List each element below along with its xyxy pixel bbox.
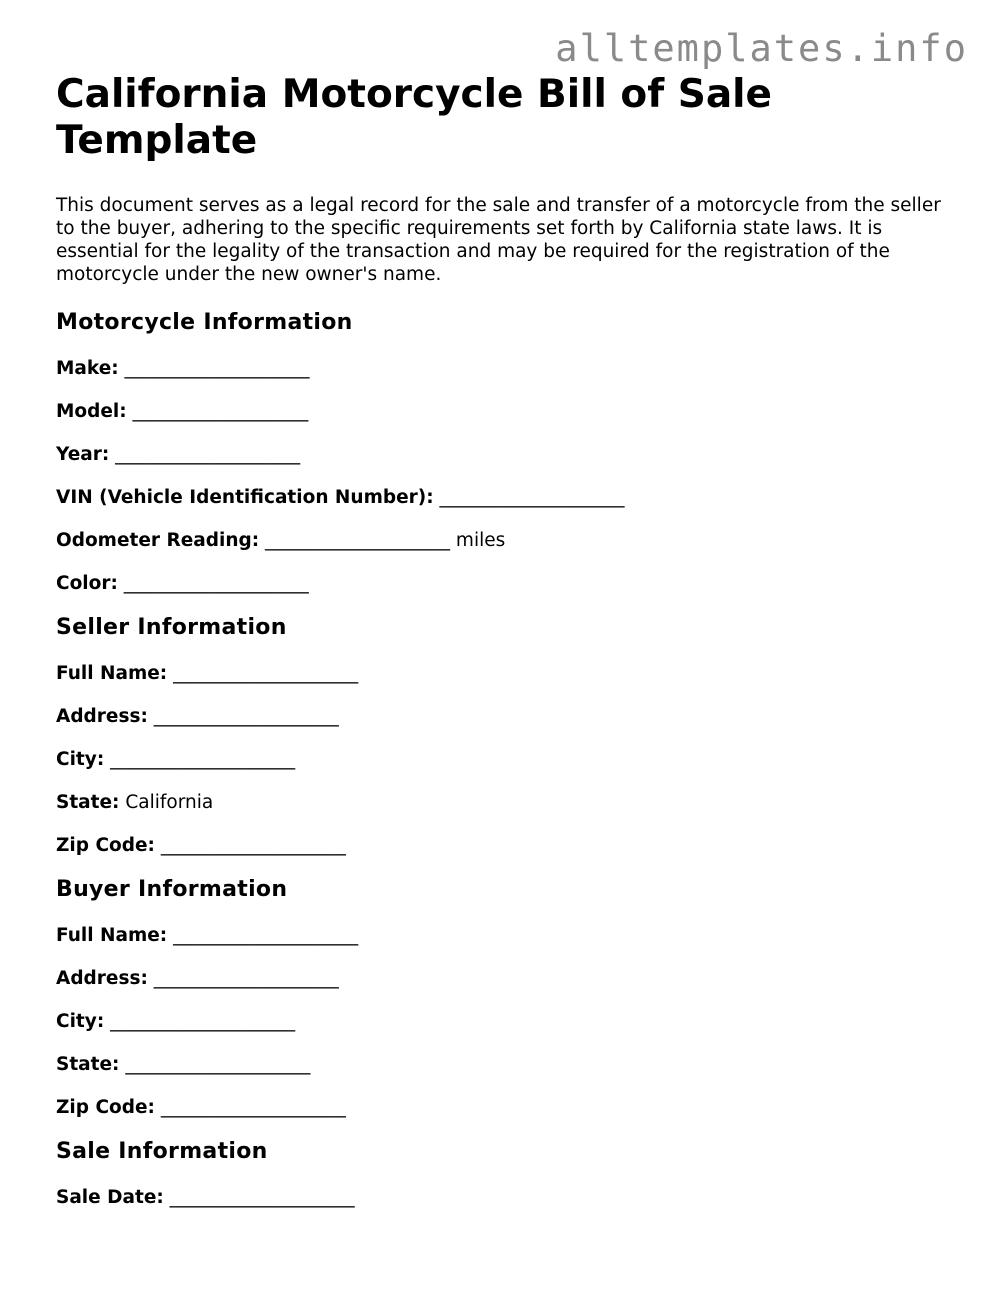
seller-zip-field: [56, 834, 946, 858]
seller-address-blank[interactable]: ____________________: [153, 706, 339, 727]
vin-field: [56, 486, 946, 510]
motorcycle-heading: Motorcycle Information: [56, 310, 353, 335]
year-blank[interactable]: ____________________: [115, 444, 301, 465]
seller-name-label: Full Name:: [56, 663, 168, 684]
seller-name-field: [56, 662, 946, 686]
odometer-blank[interactable]: ____________________: [265, 530, 451, 551]
color-blank[interactable]: ____________________: [123, 573, 309, 594]
odometer-field: [56, 529, 946, 553]
sale-date-field: [56, 1186, 946, 1210]
intro-paragraph: This document serves as a legal record for the sale and transfer of a motorcycle from the seller to the buyer, adhering to the specific requirements set forth by California state laws. It is essential for the legality of the transaction and may be required for the registration of the motorcycle under the new owner's name.: [56, 195, 941, 285]
seller-name-blank[interactable]: ____________________: [173, 663, 359, 684]
vin-blank[interactable]: ____________________: [439, 487, 625, 508]
buyer-address-blank[interactable]: ____________________: [153, 968, 339, 989]
buyer-zip-field: [56, 1096, 946, 1120]
sale-heading: Sale Information: [56, 1139, 268, 1164]
color-field: [56, 572, 946, 596]
seller-city-label: City:: [56, 749, 105, 770]
buyer-heading: Buyer Information: [56, 877, 288, 902]
buyer-address-field: [56, 967, 946, 991]
buyer-state-blank[interactable]: ____________________: [125, 1054, 311, 1075]
seller-state-value: California: [125, 792, 214, 813]
buyer-state-label: State:: [56, 1054, 120, 1075]
buyer-zip-blank[interactable]: ____________________: [160, 1097, 346, 1118]
vin-label: VIN (Vehicle Identification Number):: [56, 487, 434, 508]
make-blank[interactable]: ____________________: [124, 358, 310, 379]
sale-date-blank[interactable]: ____________________: [169, 1187, 355, 1208]
seller-heading: Seller Information: [56, 615, 287, 640]
buyer-city-label: City:: [56, 1011, 105, 1032]
buyer-zip-label: Zip Code:: [56, 1097, 155, 1118]
seller-city-blank[interactable]: ____________________: [110, 749, 296, 770]
make-label: Make:: [56, 358, 119, 379]
odometer-label: Odometer Reading:: [56, 530, 260, 551]
seller-address-field: [56, 705, 946, 729]
sale-section: [56, 1139, 946, 1210]
motorcycle-section: [56, 310, 946, 596]
seller-zip-label: Zip Code:: [56, 835, 155, 856]
year-field: [56, 443, 946, 467]
make-field: [56, 357, 946, 381]
document-page: [56, 72, 946, 1210]
model-field: [56, 400, 946, 424]
watermark: alltemplates.info: [555, 27, 968, 70]
model-label: Model:: [56, 401, 127, 422]
seller-state-field: [56, 791, 946, 815]
seller-zip-blank[interactable]: ____________________: [160, 835, 346, 856]
color-label: Color:: [56, 573, 118, 594]
odometer-unit: miles: [455, 530, 506, 551]
seller-section: [56, 615, 946, 858]
year-label: Year:: [56, 444, 110, 465]
buyer-section: [56, 877, 946, 1120]
buyer-city-field: [56, 1010, 946, 1034]
buyer-state-field: [56, 1053, 946, 1077]
buyer-name-field: [56, 924, 946, 948]
buyer-city-blank[interactable]: ____________________: [110, 1011, 296, 1032]
buyer-name-blank[interactable]: ____________________: [173, 925, 359, 946]
model-blank[interactable]: ___________________: [132, 401, 309, 422]
buyer-address-label: Address:: [56, 968, 148, 989]
buyer-name-label: Full Name:: [56, 925, 168, 946]
seller-address-label: Address:: [56, 706, 148, 727]
page-title: California Motorcycle Bill of Sale Template: [56, 72, 772, 163]
sale-date-label: Sale Date:: [56, 1187, 164, 1208]
seller-state-label: State:: [56, 792, 120, 813]
seller-city-field: [56, 748, 946, 772]
